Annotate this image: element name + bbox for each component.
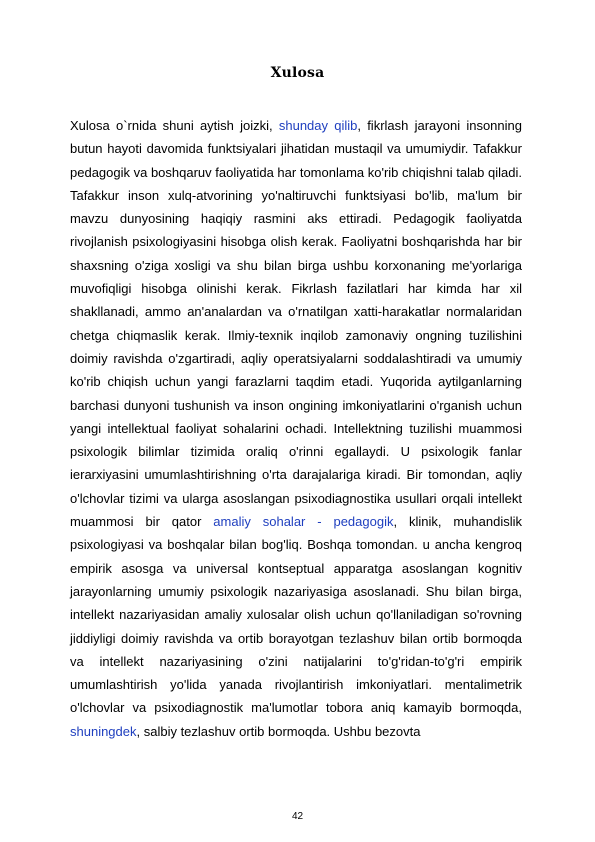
text-segment: , salbiy tezlashuv ortib bormoqda. Ushbu bezovta xyxy=(136,723,421,739)
text-segment: Xulosa o`rnida shuni aytish joizki, xyxy=(70,118,279,133)
hyperlink-amaliy-sohalar[interactable]: amaliy sohalar - pedagogik xyxy=(213,514,394,530)
text-segment: , klinik, muhandislik psixologiyasi va boshqalar bilan bog'liq. Boshqa tomondan. u ancha kengroq empirik asosga va universal kontseptual apparatga asoslangan kognitiv jarayonlarning umumiy psixologik nazariyasiga asoslanadi. Shu bilan birga, intellekt nazariyasidan amaliy xulosalar olish uchun qo'llaniladigan so'rovning jiddiyligi doimiy ravishda va ortib borayotgan tezlashuv bilan ortib bormoqda va intellekt nazariyasining o'zini natijalarini to'g'ridan-to'g'ri empirik umumlashtirish yo'lida yanada rivojlantirish imkoniyatlari. mentalimetrik o'lchovlar va psixodiagnostik ma'lumotlar tobora aniq kamayib bormoqda, xyxy=(70,514,522,716)
page-number: 42 xyxy=(291,811,304,822)
page-title: Xulosa xyxy=(270,65,325,81)
body-paragraph xyxy=(70,114,522,743)
text-segment: , fikrlash jarayoni insonning butun hayoti davomida funktsiyalari jihatidan mustaqil va umumiydir. Tafakkur pedagogik va boshqaruv faoliyatida har tomonlama ko'rib chiqishni talab qiladi. Tafakkur inson xulq-atvorining yo'naltiruvchi funktsiyasi bo'lib, ma'lum bir mavzu dunyosining haqiqiy rasmini aks ettiradi. Pedagogik faoliyatda rivojlanish psixologiyasini hisobga olish kerak. Faoliyatni boshqarishda har bir shaxsning o'ziga xosligi va shu bilan birga ushbu korxonaning me'yorlariga muvofiqligi hisobga olinishi kerak. Fikrlash fazilatlari har kimda har xil shakllanadi, ammo an'analardan va o'rnatilgan xatti-harakatlar normalaridan chetga chiqmaslik kerak. Ilmiy-texnik inqilob zamonaviy ongning tuzilishini doimiy ravishda o'zgartiradi, aqliy operatsiyalarni soddalashtiradi va umumiy ko'rib chiqish uchun yangi farazlarni taqdim etadi. Yuqorida aytilganlarning barchasi dunyoni tushunish va inson ongining imkoniyatlarini o'rganish uchun yangi intellektual faoliyat sohalarini ochadi. Intellektning tuzilishi muammosi psixologik bilimlar tizimida oraliq o'rinni egallaydi. U psixologik fanlar ierarxiyasini umumlashtirishning o'rta darajalariga kiradi. Bir tomondan, aqliy o'lchovlar tizimi va ularga asoslangan psixodiagnostika usullari orqali intellekt muammosi bir qator xyxy=(70,118,522,530)
hyperlink-shuningdek[interactable]: shuningdek xyxy=(70,723,137,739)
hyperlink-shunday-qilib[interactable]: shunday qilib xyxy=(278,118,358,133)
